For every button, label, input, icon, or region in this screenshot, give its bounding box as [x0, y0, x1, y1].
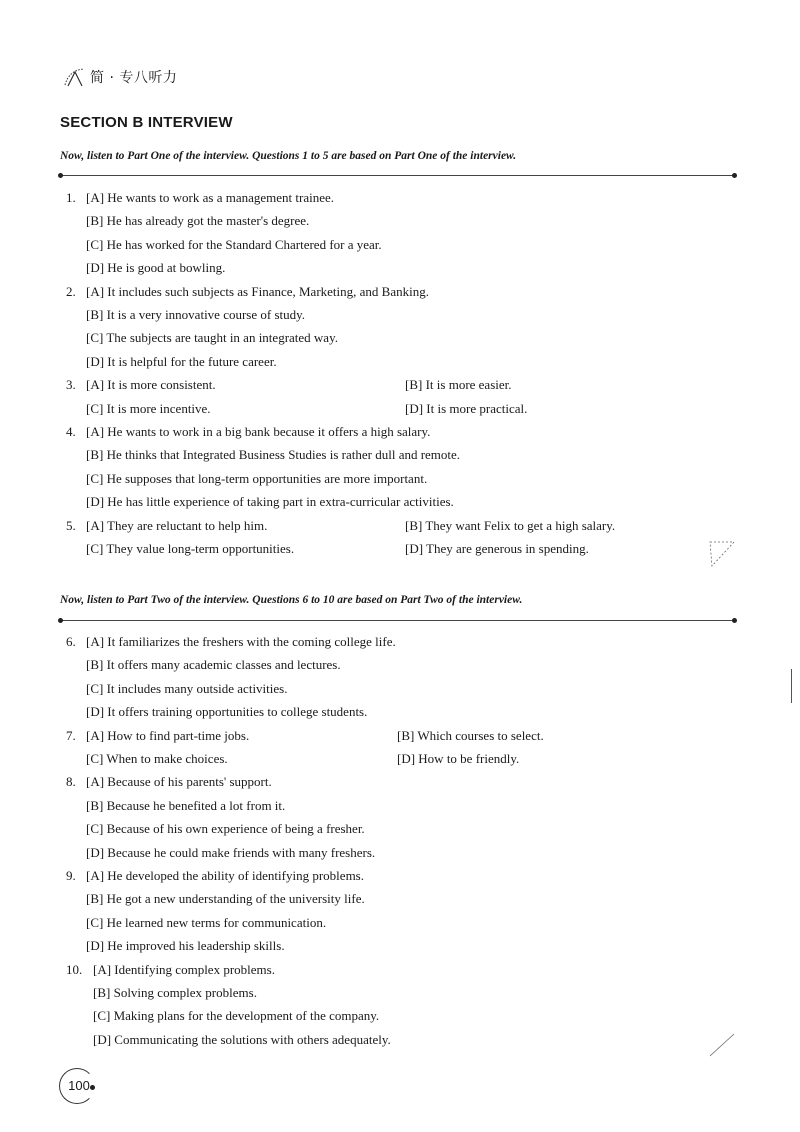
answer-option — [93, 1032, 391, 1048]
option-text: It is more consistent. — [104, 377, 216, 393]
answer-option — [86, 447, 460, 463]
option-text: They want Felix to get a high salary. — [422, 517, 616, 533]
part-one-instruction: Now, listen to Part One of the interview. Questions 1 to 5 are based on Part One of the interview. — [60, 150, 517, 162]
option-text: He has little experience of taking part in extra-curricular activities. — [104, 494, 454, 510]
option-text: It is helpful for the future career. — [104, 353, 277, 369]
answer-option — [86, 868, 364, 884]
option-label: [D] — [86, 938, 105, 954]
book-header — [62, 66, 177, 88]
option-label: [B] — [86, 891, 104, 907]
option-text: How to be friendly. — [415, 751, 520, 766]
answer-option — [86, 891, 365, 907]
question-number: 10. — [66, 961, 83, 977]
answer-option — [86, 541, 294, 557]
option-label: [D] — [86, 704, 105, 720]
answer-option — [86, 845, 375, 861]
answer-option — [86, 260, 225, 276]
option-text: Because of his own experience of being a fresher. — [103, 821, 365, 837]
margin-mark — [791, 669, 792, 703]
answer-option — [86, 354, 277, 370]
option-text: He has already got the master's degree. — [103, 213, 310, 229]
option-text: Communicating the solutions with others adequately. — [111, 1031, 391, 1047]
part-one-divider — [60, 175, 735, 176]
corner-fold-icon — [708, 540, 736, 568]
part-two-instruction: Now, listen to Part Two of the interview. Questions 6 to 10 are based on Part Two of the interview. — [60, 594, 523, 606]
option-label: [A] — [86, 377, 105, 393]
part-two-divider — [60, 620, 735, 621]
option-text: It is more easier. — [422, 377, 512, 393]
option-text: The subjects are taught in an integrated way. — [103, 330, 338, 346]
answer-option — [86, 330, 338, 346]
question-number: 1. — [66, 190, 76, 205]
answer-option — [86, 401, 211, 417]
answer-option — [93, 1008, 379, 1024]
option-label: [D] — [86, 494, 105, 510]
option-label: [B] — [86, 213, 104, 229]
option-text: They are generous in spending. — [423, 541, 589, 556]
answer-option — [93, 985, 257, 1001]
option-label: [D] — [86, 353, 105, 369]
option-text: He thinks that Integrated Business Studies is rather dull and remote. — [103, 447, 461, 463]
answer-option — [86, 915, 326, 931]
option-text: Because of his parents' support. — [104, 774, 272, 790]
option-text: He learned new terms for communication. — [103, 914, 327, 930]
option-label: [C] — [86, 470, 104, 486]
answer-option — [86, 728, 249, 744]
option-text: It is more practical. — [423, 400, 528, 416]
question-number: 3. — [66, 377, 76, 393]
option-text: It is a very innovative course of study. — [103, 307, 306, 322]
option-text: He developed the ability of identifying problems. — [104, 868, 364, 883]
option-label: [A] — [86, 634, 105, 649]
option-text: They value long-term opportunities. — [103, 541, 295, 556]
option-text: When to make choices. — [103, 751, 228, 766]
page-number: 100 — [68, 1077, 90, 1093]
option-label: [C] — [93, 1008, 111, 1024]
question-number: 2. — [66, 283, 76, 299]
answer-option — [86, 751, 228, 767]
option-label: [D] — [86, 844, 105, 860]
option-label: [D] — [405, 541, 424, 556]
question-number: 4. — [66, 424, 76, 439]
answer-option — [93, 962, 275, 978]
option-label: [C] — [86, 236, 104, 252]
answer-option — [86, 821, 365, 837]
option-label: [C] — [86, 821, 104, 837]
answer-option — [86, 237, 382, 253]
answer-option — [397, 728, 544, 744]
logo-icon — [62, 66, 88, 88]
option-text: It includes such subjects as Finance, Marketing, and Banking. — [104, 283, 429, 299]
answer-option — [86, 190, 334, 206]
option-text: It includes many outside activities. — [103, 680, 288, 696]
header-title: 简 · 专八听力 — [90, 70, 178, 86]
option-text: Because he could make friends with many freshers. — [104, 844, 376, 860]
option-label: [B] — [86, 797, 104, 813]
corner-fold-icon — [708, 1030, 736, 1058]
option-label: [C] — [86, 680, 104, 696]
option-text: He supposes that long-term opportunities are more important. — [103, 470, 428, 486]
option-text: How to find part-time jobs. — [104, 727, 250, 743]
option-label: [C] — [86, 751, 104, 766]
option-label: [A] — [93, 961, 112, 977]
option-label: [B] — [405, 377, 423, 393]
answer-option — [86, 424, 430, 440]
option-text: It familiarizes the freshers with the coming college life. — [104, 634, 396, 649]
option-text: It offers many academic classes and lectures. — [103, 657, 341, 673]
question-number: 6. — [66, 634, 76, 649]
option-label: [B] — [397, 727, 415, 743]
option-label: [B] — [86, 657, 104, 673]
option-text: It is more incentive. — [103, 400, 211, 416]
option-label: [D] — [93, 1031, 112, 1047]
answer-option — [86, 938, 285, 954]
option-text: Because he benefited a lot from it. — [103, 797, 286, 813]
answer-option — [86, 681, 287, 697]
answer-option — [405, 518, 615, 534]
answer-option — [86, 634, 396, 650]
answer-option — [86, 494, 454, 510]
option-text: They are reluctant to help him. — [104, 517, 268, 533]
option-text: He has worked for the Standard Chartered for a year. — [103, 236, 382, 252]
option-label: [A] — [86, 774, 105, 790]
option-text: He wants to work in a big bank because it offers a high salary. — [104, 424, 431, 439]
option-label: [C] — [86, 541, 104, 556]
option-text: Which courses to select. — [414, 727, 544, 743]
option-label: [A] — [86, 190, 105, 205]
page-number-dot — [90, 1085, 95, 1090]
option-text: He improved his leadership skills. — [104, 938, 285, 954]
answer-option — [405, 401, 527, 417]
question-number: 9. — [66, 868, 76, 883]
option-text: He wants to work as a management trainee. — [104, 190, 334, 205]
option-text: Solving complex problems. — [110, 985, 257, 1000]
answer-option — [397, 751, 519, 767]
answer-option — [86, 307, 305, 323]
option-label: [A] — [86, 727, 105, 743]
answer-option — [86, 774, 272, 790]
option-label: [B] — [93, 985, 111, 1000]
option-label: [B] — [86, 307, 104, 322]
answer-option — [86, 657, 341, 673]
option-label: [B] — [405, 517, 423, 533]
question-number: 7. — [66, 727, 76, 743]
option-text: Making plans for the development of the company. — [110, 1008, 380, 1024]
answer-option — [86, 518, 267, 534]
option-label: [D] — [405, 400, 424, 416]
answer-option — [405, 541, 589, 557]
option-label: [C] — [86, 914, 104, 930]
question-number: 8. — [66, 774, 76, 790]
answer-option — [86, 704, 367, 720]
option-label: [B] — [86, 447, 104, 463]
option-text: It offers training opportunities to college students. — [104, 704, 368, 720]
option-label: [A] — [86, 283, 105, 299]
answer-option — [86, 798, 285, 814]
answer-option — [86, 284, 429, 300]
option-text: He got a new understanding of the university life. — [103, 891, 365, 907]
option-label: [A] — [86, 868, 105, 883]
option-label: [C] — [86, 400, 104, 416]
option-label: [A] — [86, 517, 105, 533]
section-title: SECTION B INTERVIEW — [60, 114, 233, 131]
option-label: [D] — [86, 260, 105, 276]
option-text: He is good at bowling. — [104, 260, 226, 276]
answer-option — [405, 377, 512, 393]
answer-option — [86, 213, 309, 229]
answer-option — [86, 471, 427, 487]
option-label: [D] — [397, 751, 416, 766]
option-text: Identifying complex problems. — [111, 961, 275, 977]
answer-option — [86, 377, 216, 393]
option-label: [C] — [86, 330, 104, 346]
option-label: [A] — [86, 424, 105, 439]
question-number: 5. — [66, 517, 76, 533]
